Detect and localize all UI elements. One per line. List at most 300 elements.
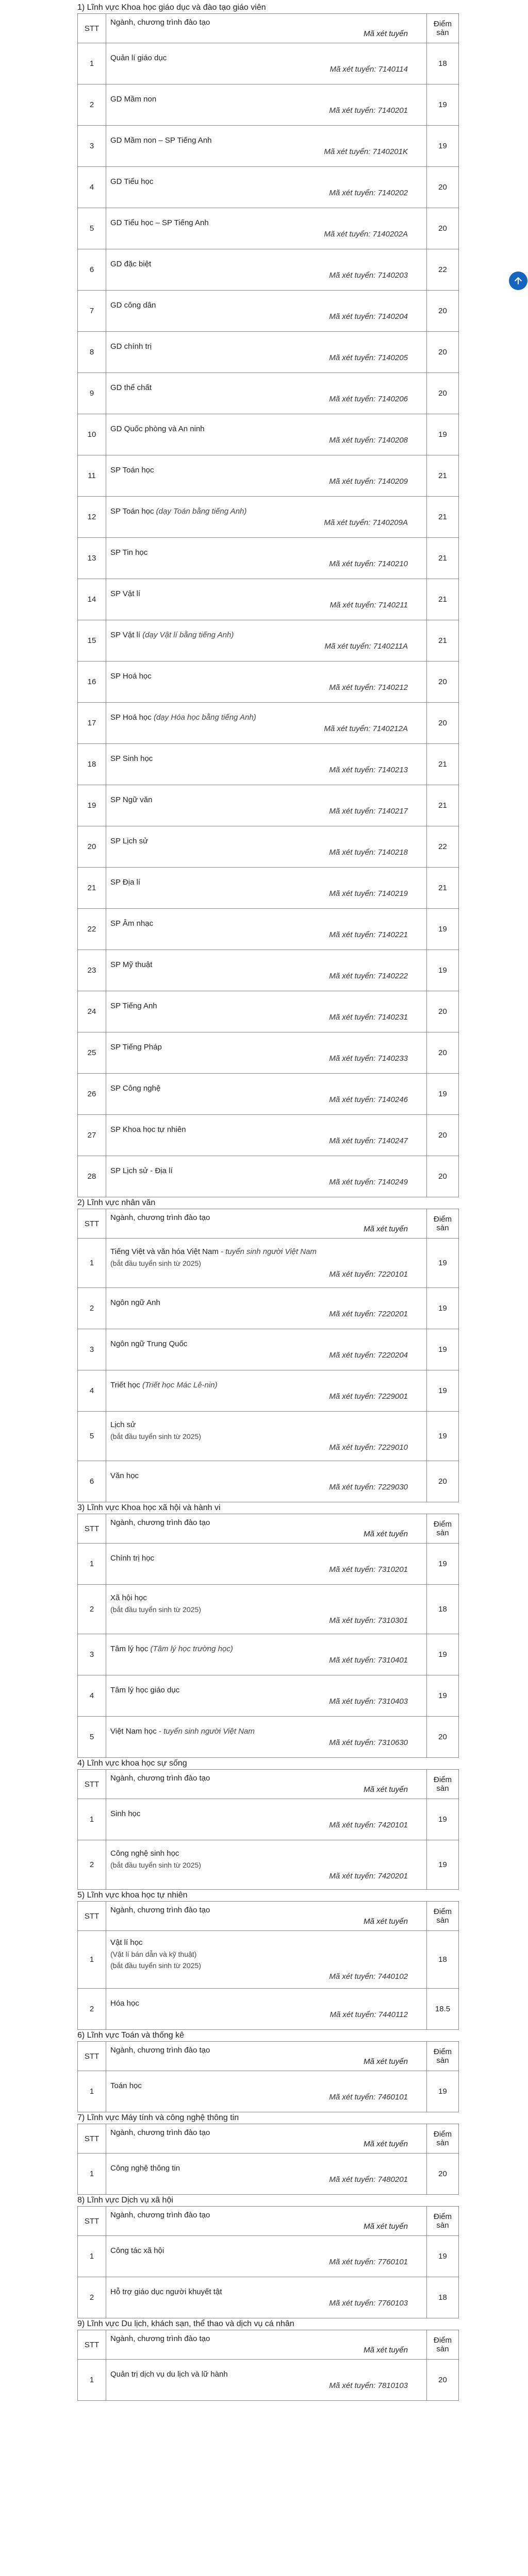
row-score: 19 xyxy=(427,2071,459,2112)
table-row xyxy=(78,291,459,332)
program-code: Mã xét tuyển: 7310403 xyxy=(329,1697,408,1706)
table-header-row xyxy=(78,2207,459,2236)
row-score: 20 xyxy=(427,2360,459,2401)
program-name: Tâm lý học giáo dục xyxy=(110,1685,180,1694)
row-program xyxy=(106,167,427,208)
program-name: Chính trị học xyxy=(110,1553,155,1563)
row-stt: 23 xyxy=(78,950,106,991)
header-code-label: Mã xét tuyển xyxy=(364,1225,408,1233)
program-code: Mã xét tuyển: 7140114 xyxy=(329,64,408,74)
row-score: 21 xyxy=(427,538,459,579)
program-name: GD chính trị xyxy=(110,342,152,351)
row-program xyxy=(106,208,427,249)
header-code-label: Mã xét tuyển xyxy=(364,1917,408,1926)
table-row xyxy=(78,785,459,826)
row-stt: 15 xyxy=(78,620,106,662)
program-name-line xyxy=(110,2286,422,2298)
section-title: 2) Lĩnh vực nhân văn xyxy=(77,1198,156,1207)
header-program xyxy=(106,14,427,43)
program-code: Mã xét tuyển: 7229001 xyxy=(329,1392,408,1401)
section-title: 4) Lĩnh vực khoa học sự sống xyxy=(77,1759,187,1768)
program-name: GD Mầm non – SP Tiếng Anh xyxy=(110,135,212,145)
row-stt: 22 xyxy=(78,909,106,950)
header-code-label: Mã xét tuyển xyxy=(364,2346,408,2354)
row-stt: 1 xyxy=(78,1799,106,1840)
row-stt: 6 xyxy=(78,1461,106,1502)
program-name-line xyxy=(110,1998,422,2009)
row-score: 19 xyxy=(427,909,459,950)
program-name-line xyxy=(110,588,422,600)
row-score: 20 xyxy=(427,1717,459,1758)
row-program xyxy=(106,1544,427,1585)
program-code: Mã xét tuyển: 7420101 xyxy=(329,1820,408,1829)
table-row xyxy=(78,1288,459,1329)
program-name-line xyxy=(110,2080,422,2092)
header-program-label: Ngành, chương trình đào tạo xyxy=(110,1518,210,1527)
program-name-line xyxy=(110,2163,422,2174)
admission-score-content xyxy=(77,0,458,2401)
row-score: 21 xyxy=(427,497,459,538)
row-stt: 19 xyxy=(78,785,106,826)
row-score: 18 xyxy=(427,1585,459,1634)
program-name-line xyxy=(110,1937,422,1948)
score-table xyxy=(77,2330,459,2401)
row-score: 19 xyxy=(427,1634,459,1675)
section-title: 9) Lĩnh vực Du lịch, khách sạn, thể thao và dịch vụ cá nhân xyxy=(77,2319,294,2328)
row-stt: 27 xyxy=(78,1115,106,1156)
program-name: Việt Nam học xyxy=(110,1726,157,1736)
program-name-line xyxy=(110,1380,422,1391)
row-score: 19 xyxy=(427,950,459,991)
program-code: Mã xét tuyển: 7140212 xyxy=(329,683,408,692)
row-score: 19 xyxy=(427,1074,459,1115)
table-row xyxy=(78,538,459,579)
header-stt: STT xyxy=(78,2330,106,2360)
row-program xyxy=(106,1717,427,1758)
table-row xyxy=(78,1156,459,1197)
program-code: Mã xét tuyển: 7440102 xyxy=(329,1972,408,1981)
program-name: SP Địa lí xyxy=(110,877,141,887)
program-code: Mã xét tuyển: 7810103 xyxy=(329,2381,408,2390)
table-header-row xyxy=(78,1209,459,1239)
program-name: SP Vật lí xyxy=(110,589,141,598)
header-program-label: Ngành, chương trình đào tạo xyxy=(110,18,210,27)
table-row xyxy=(78,662,459,703)
program-subnote: (Vật lí bán dẫn và kỹ thuật) xyxy=(110,1950,197,1958)
program-name-line xyxy=(110,1419,422,1431)
program-code: Mã xét tuyển: 7140213 xyxy=(329,765,408,774)
program-name: Hỗ trợ giáo dục người khuyết tật xyxy=(110,2287,222,2296)
table-row xyxy=(78,909,459,950)
row-stt: 2 xyxy=(78,2277,106,2318)
row-stt: 9 xyxy=(78,373,106,414)
row-score: 19 xyxy=(427,126,459,167)
row-program xyxy=(106,1799,427,1840)
table-header-row xyxy=(78,14,459,43)
row-stt: 18 xyxy=(78,744,106,785)
row-score: 19 xyxy=(427,414,459,455)
score-table xyxy=(77,1209,459,1502)
row-stt: 5 xyxy=(78,1717,106,1758)
row-score: 20 xyxy=(427,662,459,703)
program-name: GD công dân xyxy=(110,300,156,310)
program-note: - tuyển sinh người Việt Nam xyxy=(156,1726,255,1736)
row-stt: 3 xyxy=(78,1329,106,1370)
row-score: 19 xyxy=(427,1544,459,1585)
row-score: 20 xyxy=(427,1115,459,1156)
row-program xyxy=(106,1288,427,1329)
program-code: Mã xét tuyển: 7220101 xyxy=(329,1269,408,1279)
table-row xyxy=(78,1115,459,1156)
program-name: GD đặc biệt xyxy=(110,259,152,268)
program-name: Công tác xã hội xyxy=(110,2246,164,2255)
table-row xyxy=(78,744,459,785)
program-code: Mã xét tuyển: 7140202 xyxy=(329,188,408,197)
program-name-line xyxy=(110,1165,422,1177)
row-program xyxy=(106,2154,427,2195)
program-name: Lịch sử xyxy=(110,1420,136,1429)
header-program xyxy=(106,2330,427,2360)
row-program xyxy=(106,2236,427,2277)
program-name-line xyxy=(110,1848,422,1859)
row-score: 19 xyxy=(427,1675,459,1717)
header-program-label: Ngành, chương trình đào tạo xyxy=(110,2046,210,2055)
row-score: 21 xyxy=(427,868,459,909)
program-name: SP Ngữ văn xyxy=(110,795,153,804)
table-row xyxy=(78,620,459,662)
program-note: (Tâm lý học trường học) xyxy=(148,1644,233,1653)
row-program xyxy=(106,950,427,991)
row-score: 18 xyxy=(427,43,459,84)
program-subnote: (bắt đầu tuyển sinh từ 2025) xyxy=(110,1259,201,1267)
row-program xyxy=(106,2277,427,2318)
table-row xyxy=(78,332,459,373)
row-score: 21 xyxy=(427,579,459,620)
program-code: Mã xét tuyển: 7310401 xyxy=(329,1655,408,1665)
program-name-line xyxy=(110,1042,422,1053)
section-title: 5) Lĩnh vực khoa học tự nhiên xyxy=(77,1891,188,1900)
program-name: SP Tiếng Anh xyxy=(110,1001,157,1010)
row-program xyxy=(106,1239,427,1288)
program-code: Mã xét tuyển: 7140205 xyxy=(329,353,408,362)
program-code: Mã xét tuyển: 7140212A xyxy=(324,724,408,733)
table-row xyxy=(78,950,459,991)
row-program xyxy=(106,1634,427,1675)
row-score: 21 xyxy=(427,620,459,662)
score-table xyxy=(77,13,459,1197)
row-score: 18 xyxy=(427,2277,459,2318)
row-program xyxy=(106,332,427,373)
program-name-line xyxy=(110,1246,422,1258)
header-program-label: Ngành, chương trình đào tạo xyxy=(110,2334,210,2343)
header-stt: STT xyxy=(78,1209,106,1239)
row-program xyxy=(106,455,427,497)
table-header-row xyxy=(78,1902,459,1931)
row-program xyxy=(106,1840,427,1890)
row-score: 20 xyxy=(427,1156,459,1197)
program-subnote: (bắt đầu tuyển sinh từ 2025) xyxy=(110,1605,201,1614)
score-table xyxy=(77,1514,459,1758)
program-name-line xyxy=(110,630,422,641)
program-code: Mã xét tuyển: 7229030 xyxy=(329,1482,408,1492)
row-score: 19 xyxy=(427,1799,459,1840)
table-row xyxy=(78,126,459,167)
header-stt: STT xyxy=(78,1902,106,1931)
row-stt: 13 xyxy=(78,538,106,579)
header-stt: STT xyxy=(78,2207,106,2236)
score-table xyxy=(77,2041,459,2112)
section-title: 1) Lĩnh vực Khoa học giáo dục và đào tạo giáo viên xyxy=(77,3,266,12)
program-name-line xyxy=(110,959,422,971)
program-code: Mã xét tuyển: 7140211A xyxy=(324,641,408,651)
program-name-line xyxy=(110,423,422,435)
header-program xyxy=(106,1514,427,1544)
table-row xyxy=(78,167,459,208)
header-score: Điểm sàn xyxy=(427,1770,459,1799)
program-code: Mã xét tuyển: 7140203 xyxy=(329,270,408,280)
program-name: GD Tiểu học xyxy=(110,177,154,186)
row-score: 19 xyxy=(427,84,459,126)
row-stt: 10 xyxy=(78,414,106,455)
program-name-line xyxy=(110,836,422,847)
row-stt: 14 xyxy=(78,579,106,620)
program-name: SP Mỹ thuật xyxy=(110,960,153,969)
program-name-line xyxy=(110,341,422,352)
program-code: Mã xét tuyển: 7140201 xyxy=(329,106,408,115)
scroll-to-top-button[interactable] xyxy=(509,272,527,290)
row-score: 20 xyxy=(427,2154,459,2195)
program-name: Triết học xyxy=(110,1380,140,1389)
program-name: Công nghệ thông tin xyxy=(110,2163,180,2173)
program-name-line xyxy=(110,1726,422,1737)
program-code: Mã xét tuyển: 7140204 xyxy=(329,312,408,321)
table-row xyxy=(78,703,459,744)
program-name: SP Hoá học xyxy=(110,713,152,722)
table-row xyxy=(78,2277,459,2318)
program-code: Mã xét tuyển: 7420201 xyxy=(329,1871,408,1880)
section-title: 3) Lĩnh vực Khoa học xã hội và hành vi xyxy=(77,1503,221,1512)
row-stt: 1 xyxy=(78,1544,106,1585)
table-row xyxy=(78,1461,459,1502)
table-row xyxy=(78,991,459,1032)
row-score: 20 xyxy=(427,208,459,249)
program-note: - tuyển sinh người Việt Nam xyxy=(218,1247,317,1256)
program-code: Mã xét tuyển: 7140233 xyxy=(329,1054,408,1063)
table-header-row xyxy=(78,1770,459,1799)
table-row xyxy=(78,455,459,497)
program-name-line xyxy=(110,259,422,270)
row-stt: 17 xyxy=(78,703,106,744)
row-score: 19 xyxy=(427,1288,459,1329)
header-score: Điểm sàn xyxy=(427,1209,459,1239)
row-program xyxy=(106,1461,427,1502)
table-row xyxy=(78,2236,459,2277)
program-name-line xyxy=(110,918,422,929)
program-code: Mã xét tuyển: 7310201 xyxy=(329,1565,408,1574)
table-row xyxy=(78,2071,459,2112)
row-stt: 3 xyxy=(78,1634,106,1675)
header-program xyxy=(106,1902,427,1931)
row-score: 20 xyxy=(427,373,459,414)
row-stt: 21 xyxy=(78,868,106,909)
program-name: SP Vật lí xyxy=(110,630,141,639)
row-program xyxy=(106,291,427,332)
program-code: Mã xét tuyển: 7140217 xyxy=(329,806,408,816)
row-program xyxy=(106,1370,427,1412)
program-name: GD Tiểu học – SP Tiếng Anh xyxy=(110,218,209,227)
row-program xyxy=(106,497,427,538)
row-program xyxy=(106,579,427,620)
row-score: 19 xyxy=(427,1370,459,1412)
program-name: SP Lịch sử xyxy=(110,836,148,845)
program-name-line xyxy=(110,1643,422,1655)
program-name-line xyxy=(110,1338,422,1350)
program-name: Công nghệ sinh học xyxy=(110,1849,179,1858)
row-program xyxy=(106,1989,427,2030)
row-score: 19 xyxy=(427,2236,459,2277)
program-name: SP Tin học xyxy=(110,548,148,557)
program-name: Tiếng Việt và văn hóa Việt Nam xyxy=(110,1247,219,1256)
program-name-line xyxy=(110,506,422,517)
table-row xyxy=(78,414,459,455)
header-score: Điểm sàn xyxy=(427,1514,459,1544)
program-name-line xyxy=(110,712,422,723)
row-score: 19 xyxy=(427,1840,459,1890)
program-note: (Triết học Mác Lê-nin) xyxy=(140,1380,218,1389)
row-stt: 5 xyxy=(78,1412,106,1461)
program-code: Mã xét tuyển: 7229010 xyxy=(329,1443,408,1452)
program-name-line xyxy=(110,1592,422,1604)
program-subnote: (bắt đầu tuyển sinh từ 2025) xyxy=(110,1860,201,1869)
table-row xyxy=(78,497,459,538)
row-program xyxy=(106,662,427,703)
program-name-line xyxy=(110,2245,422,2257)
row-program xyxy=(106,909,427,950)
table-row xyxy=(78,1032,459,1074)
program-name: SP Tiếng Pháp xyxy=(110,1042,162,1052)
table-row xyxy=(78,1585,459,1634)
table-row xyxy=(78,1717,459,1758)
program-note: (dạy Vật lí bằng tiếng Anh) xyxy=(140,630,234,639)
row-program xyxy=(106,620,427,662)
row-stt: 4 xyxy=(78,167,106,208)
program-name-line xyxy=(110,53,422,64)
program-name: SP Sinh học xyxy=(110,754,153,763)
header-stt: STT xyxy=(78,14,106,43)
program-name: SP Toán học xyxy=(110,506,154,516)
header-program-label: Ngành, chương trình đào tạo xyxy=(110,2211,210,2219)
table-row xyxy=(78,2154,459,2195)
table-row xyxy=(78,1239,459,1288)
header-score: Điểm sàn xyxy=(427,1902,459,1931)
row-stt: 1 xyxy=(78,2236,106,2277)
row-stt: 20 xyxy=(78,826,106,868)
row-stt: 25 xyxy=(78,1032,106,1074)
program-name: SP Khoa học tự nhiên xyxy=(110,1125,186,1134)
program-code: Mã xét tuyển: 7140246 xyxy=(329,1095,408,1104)
program-name-line xyxy=(110,1297,422,1309)
row-score: 21 xyxy=(427,455,459,497)
program-name-line xyxy=(110,1470,422,1482)
program-code: Mã xét tuyển: 7310630 xyxy=(329,1738,408,1747)
row-program xyxy=(106,249,427,291)
program-code: Mã xét tuyển: 7140231 xyxy=(329,1012,408,1022)
row-program xyxy=(106,2360,427,2401)
section-title: 7) Lĩnh vực Máy tính và công nghệ thông tin xyxy=(77,2113,239,2122)
program-name-line xyxy=(110,1685,422,1696)
row-score: 18 xyxy=(427,1931,459,1989)
program-name-line xyxy=(110,753,422,765)
table-header-row xyxy=(78,2330,459,2360)
program-name: SP Toán học xyxy=(110,465,154,474)
program-code: Mã xét tuyển: 7140206 xyxy=(329,394,408,403)
row-score: 18.5 xyxy=(427,1989,459,2030)
row-score: 20 xyxy=(427,703,459,744)
header-code-label: Mã xét tuyển xyxy=(364,1785,408,1794)
program-code: Mã xét tuyển: 7440112 xyxy=(329,2010,408,2019)
row-program xyxy=(106,1032,427,1074)
program-code: Mã xét tuyển: 7140209A xyxy=(324,518,408,527)
program-code: Mã xét tuyển: 7140208 xyxy=(329,435,408,445)
program-code: Mã xét tuyển: 7310301 xyxy=(329,1616,408,1625)
program-name-line xyxy=(110,465,422,476)
program-name-line xyxy=(110,877,422,888)
row-score: 19 xyxy=(427,1412,459,1461)
header-program xyxy=(106,2207,427,2236)
program-name-line xyxy=(110,1808,422,1820)
row-stt: 1 xyxy=(78,2360,106,2401)
program-name: SP Lịch sử - Địa lí xyxy=(110,1166,173,1175)
row-program xyxy=(106,703,427,744)
table-row xyxy=(78,84,459,126)
program-name: SP Hoá học xyxy=(110,671,152,681)
header-program xyxy=(106,1209,427,1239)
table-header-row xyxy=(78,1514,459,1544)
row-program xyxy=(106,1412,427,1461)
row-stt: 5 xyxy=(78,208,106,249)
header-stt: STT xyxy=(78,2042,106,2071)
header-score: Điểm sàn xyxy=(427,2207,459,2236)
row-score: 22 xyxy=(427,826,459,868)
row-program xyxy=(106,826,427,868)
row-score: 22 xyxy=(427,249,459,291)
program-note: (dạy Toán bằng tiếng Anh) xyxy=(154,506,247,516)
row-program xyxy=(106,1675,427,1717)
program-subnote: (bắt đầu tuyển sinh từ 2025) xyxy=(110,1432,201,1440)
table-row xyxy=(78,373,459,414)
program-name-line xyxy=(110,547,422,558)
program-code: Mã xét tuyển: 7760101 xyxy=(329,2257,408,2266)
row-program xyxy=(106,373,427,414)
program-name: Toán học xyxy=(110,2081,142,2090)
program-name: Hóa học xyxy=(110,1998,139,2008)
row-program xyxy=(106,1931,427,1989)
header-program xyxy=(106,2042,427,2071)
program-name-line xyxy=(110,94,422,105)
row-program xyxy=(106,538,427,579)
program-code: Mã xét tuyển: 7220204 xyxy=(329,1350,408,1360)
header-stt: STT xyxy=(78,2124,106,2154)
row-score: 20 xyxy=(427,1032,459,1074)
program-code: Mã xét tuyển: 7140249 xyxy=(329,1177,408,1187)
program-name: GD thể chất xyxy=(110,383,152,392)
row-score: 20 xyxy=(427,167,459,208)
row-stt: 24 xyxy=(78,991,106,1032)
program-note: (dạy Hóa học bằng tiếng Anh) xyxy=(151,713,256,722)
row-score: 20 xyxy=(427,332,459,373)
program-name-line xyxy=(110,1553,422,1564)
program-code: Mã xét tuyển: 7140218 xyxy=(329,848,408,857)
